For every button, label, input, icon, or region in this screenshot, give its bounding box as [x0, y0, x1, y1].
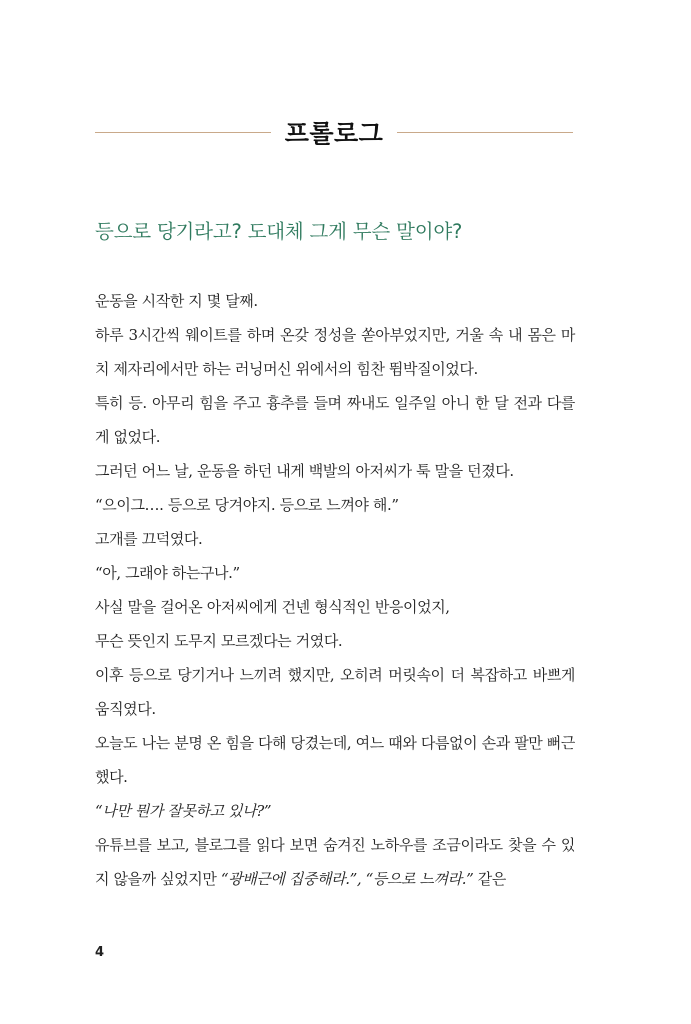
section-heading: 등으로 당기라고? 도대체 그게 무슨 말이야? [95, 220, 463, 243]
paragraph: 특히 등. 아무리 힘을 주고 흉추를 들며 짜내도 일주일 아니 한 달 전과 다를 게 없었다. [95, 394, 575, 446]
paragraph: 사실 말을 걸어온 아저씨에게 건넨 형식적인 반응이었지, [95, 598, 450, 616]
italic-quote: “광배근에 집중해라.”, “등으로 느껴라.” [220, 870, 474, 888]
paragraph [95, 828, 575, 896]
paragraph-text: 유튜브를 보고, 블로그를 읽다 보면 숨겨진 노하우를 조금이라도 찾을 수 있지 않을까 싶었지만 [95, 836, 575, 888]
quote-paragraph: “아, 그래야 하는구나.” [95, 564, 240, 582]
chapter-header [95, 112, 573, 152]
paragraph: 무슨 뜻인지 도무지 모르겠다는 거였다. [95, 632, 343, 650]
paragraph: 운동을 시작한 지 몇 달째. [95, 292, 258, 310]
page-number: 4 [95, 945, 105, 960]
paragraph-text: 같은 [477, 870, 506, 888]
chapter-title: 프롤로그 [284, 119, 384, 148]
italic-quote-paragraph: “나만 뭔가 잘못하고 있나?” [95, 802, 272, 820]
paragraph: 하루 3시간씩 웨이트를 하며 온갖 정성을 쏟아부었지만, 거울 속 내 몸은 마치 제자리에서만 하는 러닝머신 위에서의 힘찬 뜀박질이었다. [95, 326, 575, 378]
header-rule-left [95, 132, 271, 133]
header-rule-right [397, 132, 573, 133]
paragraph: 이후 등으로 당기거나 느끼려 했지만, 오히려 머릿속이 더 복잡하고 바쁘게 움직였다. [95, 666, 575, 718]
paragraph: 오늘도 나는 분명 온 힘을 다해 당겼는데, 여느 때와 다름없이 손과 팔만 뻐근했다. [95, 734, 575, 786]
quote-paragraph: “으이그…. 등으로 당겨야지. 등으로 느껴야 해.” [95, 496, 399, 514]
body-text [95, 284, 575, 896]
paragraph: 그러던 어느 날, 운동을 하던 내게 백발의 아저씨가 툭 말을 던졌다. [95, 462, 514, 480]
paragraph: 고개를 끄덕였다. [95, 530, 203, 548]
